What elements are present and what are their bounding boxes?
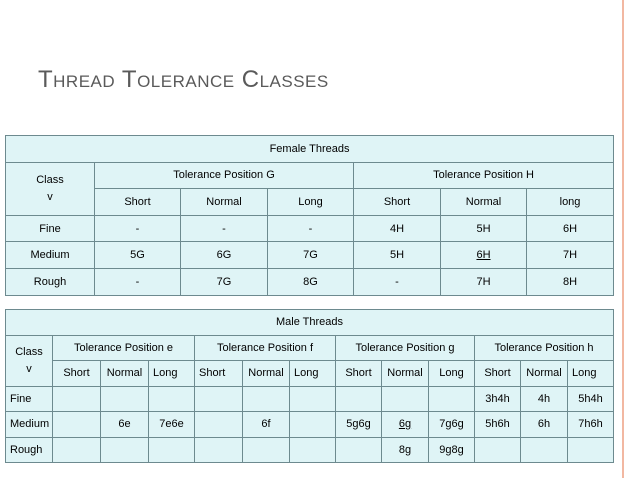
class-label-suffix: v (47, 190, 53, 203)
subheader-cell: Short (336, 361, 382, 387)
table-row (6, 268, 614, 295)
subheader-cell: Short (195, 361, 243, 387)
subheader-cell: Short (53, 361, 101, 387)
row-label: Fine (6, 215, 95, 242)
table-cell (195, 412, 243, 438)
table-row (6, 437, 614, 463)
table-cell: - (95, 268, 181, 295)
table-row (6, 386, 614, 412)
table-cell: 5h6h (475, 412, 521, 438)
class-header (6, 335, 53, 386)
table-cell: 7G (181, 268, 268, 295)
table-row (6, 310, 614, 336)
subheader-cell: Normal (243, 361, 290, 387)
subheader-cell: Normal (181, 189, 268, 216)
table-cell: 6G (181, 242, 268, 269)
class-label: Class (36, 173, 64, 186)
subheader-cell: Long (149, 361, 195, 387)
table-cell: 3h4h (475, 386, 521, 412)
table-cell: 5h4h (568, 386, 614, 412)
table-cell: 8g (382, 437, 429, 463)
class-label-suffix: v (26, 362, 32, 375)
table-cell: 7G (268, 242, 354, 269)
table-cell (290, 437, 336, 463)
table-cell (336, 386, 382, 412)
class-label: Class (15, 345, 43, 358)
table-cell (149, 437, 195, 463)
table-row (6, 412, 614, 438)
male-caption: Male Threads (6, 310, 614, 336)
table-cell (243, 437, 290, 463)
table-cell: 7H (441, 268, 527, 295)
table-cell (429, 386, 475, 412)
group-header-e: Tolerance Position e (53, 335, 195, 361)
subheader-cell: Long (290, 361, 336, 387)
table-cell (149, 386, 195, 412)
table-cell (475, 437, 521, 463)
female-caption: Female Threads (6, 136, 614, 163)
class-header (6, 162, 95, 215)
subheader-cell: Long (429, 361, 475, 387)
table-cell: 4h (521, 386, 568, 412)
group-header-g: Tolerance Position g (336, 335, 475, 361)
female-threads-table (5, 135, 614, 296)
row-label: Medium (6, 412, 53, 438)
table-cell: 5H (354, 242, 441, 269)
table-row (6, 242, 614, 269)
male-threads-table (5, 309, 614, 463)
table-cell (195, 386, 243, 412)
table-cell: 7h6h (568, 412, 614, 438)
table-cell (521, 437, 568, 463)
table-cell: 5G (95, 242, 181, 269)
table-cell (568, 437, 614, 463)
table-cell (382, 386, 429, 412)
table-cell: 4H (354, 215, 441, 242)
subheader-cell: Long (268, 189, 354, 216)
table-cell (195, 437, 243, 463)
subheader-cell: Short (95, 189, 181, 216)
table-cell: 6e (101, 412, 149, 438)
slide-accent-line (622, 0, 624, 478)
table-cell: 8H (527, 268, 614, 295)
table-cell (101, 386, 149, 412)
table-cell: 7H (527, 242, 614, 269)
table-cell: 8G (268, 268, 354, 295)
table-cell (243, 386, 290, 412)
group-header-h: Tolerance Position H (354, 162, 614, 189)
subheader-cell: long (527, 189, 614, 216)
subheader-cell: Short (354, 189, 441, 216)
subheader-cell: Normal (101, 361, 149, 387)
subheader-cell: Normal (382, 361, 429, 387)
table-cell: 7e6e (149, 412, 195, 438)
table-row (6, 335, 614, 361)
table-cell: - (95, 215, 181, 242)
subheader-cell: Normal (441, 189, 527, 216)
table-cell (101, 437, 149, 463)
group-header-f: Tolerance Position f (195, 335, 336, 361)
table-row (6, 215, 614, 242)
table-cell: - (354, 268, 441, 295)
row-label: Medium (6, 242, 95, 269)
table-cell (336, 437, 382, 463)
subheader-cell: Short (475, 361, 521, 387)
table-cell: - (268, 215, 354, 242)
row-label: Rough (6, 437, 53, 463)
table-cell (53, 386, 101, 412)
row-label: Rough (6, 268, 95, 295)
subheader-cell: Long (568, 361, 614, 387)
table-cell: 6H (527, 215, 614, 242)
table-row (6, 361, 614, 387)
table-cell-emphasized: 6g (382, 412, 429, 438)
table-cell: 5g6g (336, 412, 382, 438)
table-row (6, 189, 614, 216)
table-cell: 6h (521, 412, 568, 438)
subheader-cell: Normal (521, 361, 568, 387)
table-cell (290, 412, 336, 438)
table-cell (53, 412, 101, 438)
table-row (6, 162, 614, 189)
table-cell: 5H (441, 215, 527, 242)
page-title: Thread Tolerance Classes (38, 66, 329, 93)
table-cell: - (181, 215, 268, 242)
table-cell-emphasized: 6H (441, 242, 527, 269)
table-cell: 7g6g (429, 412, 475, 438)
row-label: Fine (6, 386, 53, 412)
group-header-h: Tolerance Position h (475, 335, 614, 361)
table-cell: 6f (243, 412, 290, 438)
table-row (6, 136, 614, 163)
table-cell (53, 437, 101, 463)
group-header-g: Tolerance Position G (95, 162, 354, 189)
table-cell: 9g8g (429, 437, 475, 463)
table-cell (290, 386, 336, 412)
